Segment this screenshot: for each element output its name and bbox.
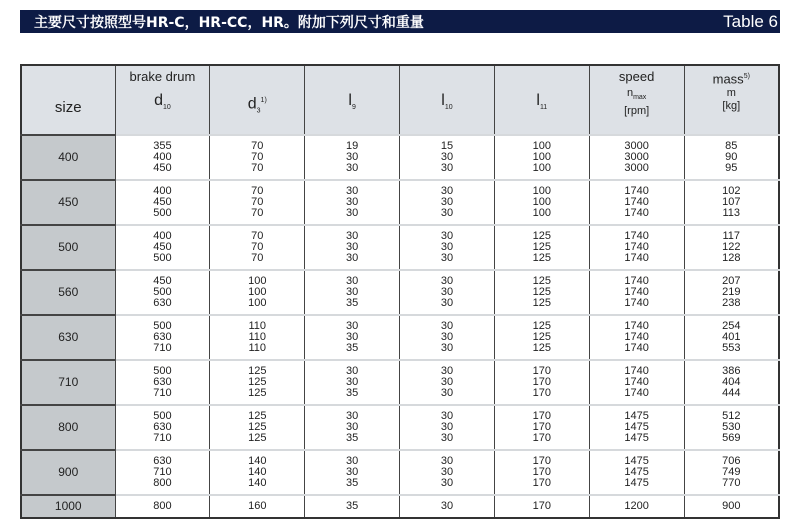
m-cell bbox=[684, 360, 779, 405]
m-value: 254 bbox=[722, 320, 741, 332]
l10-cell bbox=[400, 225, 495, 270]
d10-value: 800 bbox=[153, 477, 172, 489]
l11-cell bbox=[494, 405, 589, 450]
nmax-value: 3000 bbox=[624, 140, 649, 152]
header-speed-symbol: n bbox=[626, 87, 634, 99]
d3-value: 70 bbox=[251, 151, 264, 163]
d3-value: 100 bbox=[248, 286, 267, 298]
table-body bbox=[21, 135, 779, 518]
m-value: 85 bbox=[725, 140, 738, 152]
l11-value: 125 bbox=[532, 230, 551, 242]
l11-value: 100 bbox=[532, 196, 551, 208]
nmax-value: 1740 bbox=[624, 185, 649, 197]
d10-value: 500 bbox=[153, 410, 172, 422]
nmax-cell bbox=[589, 180, 684, 225]
l9-cell bbox=[305, 450, 400, 495]
d3-value: 100 bbox=[248, 275, 267, 287]
m-value: 900 bbox=[722, 500, 741, 512]
size-cell: 900 bbox=[21, 450, 115, 495]
m-value: 117 bbox=[722, 230, 741, 242]
l9-value: 35 bbox=[345, 297, 359, 309]
l11-cell bbox=[494, 135, 589, 180]
l9-value: 30 bbox=[345, 286, 359, 298]
header-l9-symbol: l bbox=[348, 92, 352, 109]
d10-value: 400 bbox=[153, 151, 172, 163]
l11-value: 170 bbox=[532, 421, 551, 433]
l10-value: 30 bbox=[440, 320, 454, 332]
table-row bbox=[21, 135, 779, 180]
m-value: 113 bbox=[722, 207, 741, 219]
l9-value: 30 bbox=[345, 275, 359, 287]
nmax-value: 1740 bbox=[624, 252, 649, 264]
nmax-value: 1740 bbox=[624, 207, 649, 219]
header-mass-caption: mass bbox=[712, 71, 744, 87]
l11-value: 125 bbox=[532, 342, 551, 354]
header-d3-symbol: d bbox=[247, 95, 257, 113]
header-d10 bbox=[115, 65, 210, 135]
l9-value: 30 bbox=[345, 421, 359, 433]
header-row bbox=[21, 65, 779, 135]
l9-cell bbox=[305, 225, 400, 270]
d10-cell bbox=[115, 180, 210, 225]
header-mass-unit: [kg] bbox=[722, 100, 741, 112]
nmax-value: 1740 bbox=[624, 320, 649, 332]
l11-value: 125 bbox=[532, 320, 551, 332]
l10-value: 30 bbox=[440, 387, 454, 399]
d10-value: 500 bbox=[153, 252, 172, 264]
nmax-value: 3000 bbox=[624, 162, 649, 174]
d10-cell bbox=[115, 135, 210, 180]
l9-cell bbox=[305, 180, 400, 225]
l9-value: 30 bbox=[345, 162, 359, 174]
l11-value: 170 bbox=[532, 466, 551, 478]
d3-value: 125 bbox=[248, 432, 267, 444]
l9-value: 30 bbox=[345, 241, 359, 253]
d10-value: 710 bbox=[153, 342, 172, 354]
l10-value: 30 bbox=[440, 342, 454, 354]
m-value: 122 bbox=[722, 241, 741, 253]
nmax-value: 1200 bbox=[624, 500, 649, 512]
d3-value: 110 bbox=[248, 331, 267, 343]
l9-cell bbox=[305, 360, 400, 405]
d10-value: 450 bbox=[153, 275, 172, 287]
d3-value: 70 bbox=[251, 185, 264, 197]
nmax-value: 1475 bbox=[624, 466, 649, 478]
m-value: 107 bbox=[722, 196, 741, 208]
l10-value: 30 bbox=[440, 297, 454, 309]
d3-value: 110 bbox=[248, 320, 267, 332]
m-value: 386 bbox=[722, 365, 741, 377]
d3-value: 125 bbox=[248, 365, 267, 377]
nmax-value: 1740 bbox=[624, 297, 649, 309]
l9-cell bbox=[305, 495, 400, 518]
l11-value: 170 bbox=[532, 387, 551, 399]
l9-value: 35 bbox=[345, 477, 359, 489]
header-l10 bbox=[400, 65, 495, 135]
l10-value: 30 bbox=[440, 185, 454, 197]
m-value: 530 bbox=[722, 421, 741, 433]
d3-value: 70 bbox=[251, 252, 264, 264]
l11-value: 125 bbox=[532, 252, 551, 264]
dimensions-table bbox=[20, 64, 780, 519]
l9-value: 35 bbox=[345, 500, 359, 512]
m-value: 553 bbox=[722, 342, 741, 354]
d3-value: 125 bbox=[248, 421, 267, 433]
header-size: size bbox=[21, 65, 115, 135]
d10-value: 450 bbox=[153, 241, 172, 253]
l9-value: 30 bbox=[345, 455, 359, 467]
l11-cell bbox=[494, 315, 589, 360]
l10-value: 30 bbox=[440, 365, 454, 377]
nmax-value: 1740 bbox=[624, 387, 649, 399]
m-value: 219 bbox=[722, 286, 741, 298]
m-value: 749 bbox=[722, 466, 741, 478]
l9-value: 30 bbox=[345, 207, 359, 219]
d3-value: 70 bbox=[251, 162, 264, 174]
size-cell: 1000 bbox=[21, 495, 115, 518]
size-cell: 710 bbox=[21, 360, 115, 405]
m-cell bbox=[684, 315, 779, 360]
table-row bbox=[21, 360, 779, 405]
l10-cell bbox=[400, 360, 495, 405]
d3-value: 125 bbox=[248, 410, 267, 422]
m-value: 401 bbox=[722, 331, 741, 343]
header-l10-symbol: l bbox=[441, 92, 445, 109]
size-cell: 800 bbox=[21, 405, 115, 450]
table-row bbox=[21, 450, 779, 495]
l10-cell bbox=[400, 180, 495, 225]
l11-cell bbox=[494, 225, 589, 270]
d10-cell bbox=[115, 405, 210, 450]
l9-cell bbox=[305, 135, 400, 180]
d10-value: 710 bbox=[153, 387, 172, 399]
l9-value: 30 bbox=[345, 331, 359, 343]
nmax-cell bbox=[589, 135, 684, 180]
header-speed bbox=[589, 65, 684, 135]
l11-value: 125 bbox=[532, 331, 551, 343]
header-mass-footnote: 5) bbox=[743, 73, 750, 80]
d10-cell bbox=[115, 270, 210, 315]
l9-value: 19 bbox=[345, 140, 359, 152]
d3-value: 140 bbox=[248, 466, 267, 478]
m-value: 128 bbox=[722, 252, 741, 264]
nmax-value: 3000 bbox=[624, 151, 649, 163]
d10-cell bbox=[115, 360, 210, 405]
l11-cell bbox=[494, 270, 589, 315]
l9-value: 35 bbox=[345, 342, 359, 354]
m-value: 207 bbox=[722, 275, 741, 287]
d10-value: 400 bbox=[153, 230, 172, 242]
l10-value: 15 bbox=[440, 140, 454, 152]
table-row bbox=[21, 495, 779, 518]
l9-value: 30 bbox=[345, 410, 359, 422]
header-speed-sub: max bbox=[633, 94, 647, 102]
m-value: 404 bbox=[722, 376, 741, 388]
l9-value: 30 bbox=[345, 376, 359, 388]
header-l9-sub: 9 bbox=[351, 104, 356, 112]
size-cell: 560 bbox=[21, 270, 115, 315]
d10-value: 400 bbox=[153, 185, 172, 197]
l11-value: 100 bbox=[532, 185, 551, 197]
d3-cell bbox=[210, 495, 305, 518]
m-cell bbox=[684, 495, 779, 518]
d10-value: 630 bbox=[153, 331, 172, 343]
d3-cell bbox=[210, 270, 305, 315]
l10-cell bbox=[400, 270, 495, 315]
l11-value: 100 bbox=[532, 151, 551, 163]
l11-value: 170 bbox=[532, 432, 551, 444]
nmax-value: 1740 bbox=[624, 241, 649, 253]
l11-cell bbox=[494, 180, 589, 225]
nmax-value: 1740 bbox=[624, 342, 649, 354]
nmax-value: 1740 bbox=[624, 365, 649, 377]
nmax-cell bbox=[589, 315, 684, 360]
l10-value: 30 bbox=[440, 230, 454, 242]
l11-value: 100 bbox=[532, 207, 551, 219]
l11-cell bbox=[494, 495, 589, 518]
l9-value: 30 bbox=[345, 230, 359, 242]
l10-value: 30 bbox=[440, 252, 454, 264]
l9-cell bbox=[305, 270, 400, 315]
m-cell bbox=[684, 225, 779, 270]
l9-value: 30 bbox=[345, 196, 359, 208]
m-cell bbox=[684, 180, 779, 225]
d10-cell bbox=[115, 495, 210, 518]
header-d10-sub: 10 bbox=[162, 104, 171, 112]
size-cell: 400 bbox=[21, 135, 115, 180]
m-value: 444 bbox=[722, 387, 741, 399]
l11-value: 170 bbox=[532, 500, 551, 512]
nmax-cell bbox=[589, 270, 684, 315]
d3-value: 70 bbox=[251, 207, 264, 219]
l10-value: 30 bbox=[440, 500, 454, 512]
l10-value: 30 bbox=[440, 455, 454, 467]
l9-value: 30 bbox=[345, 252, 359, 264]
d3-value: 140 bbox=[248, 455, 267, 467]
l9-value: 35 bbox=[345, 432, 359, 444]
header-l10-sub: 10 bbox=[444, 104, 453, 112]
header-d3-footnote: 1) bbox=[260, 97, 267, 104]
d3-value: 125 bbox=[248, 376, 267, 388]
l9-value: 30 bbox=[345, 466, 359, 478]
l11-value: 170 bbox=[532, 410, 551, 422]
d10-value: 630 bbox=[153, 421, 172, 433]
m-cell bbox=[684, 270, 779, 315]
nmax-value: 1740 bbox=[624, 275, 649, 287]
nmax-value: 1740 bbox=[624, 331, 649, 343]
d3-cell bbox=[210, 450, 305, 495]
l10-cell bbox=[400, 405, 495, 450]
l10-value: 30 bbox=[440, 151, 454, 163]
table-title: 主要尺寸按照型号HR-C，HR-CC，HR。附加下列尺寸和重量 bbox=[34, 14, 424, 31]
l10-value: 30 bbox=[440, 275, 454, 287]
table-title-banner bbox=[20, 10, 780, 33]
nmax-value: 1740 bbox=[624, 286, 649, 298]
d3-value: 70 bbox=[251, 241, 264, 253]
d3-cell bbox=[210, 135, 305, 180]
size-cell: 500 bbox=[21, 225, 115, 270]
m-value: 95 bbox=[725, 162, 738, 174]
table-row bbox=[21, 225, 779, 270]
d3-cell bbox=[210, 180, 305, 225]
d10-cell bbox=[115, 450, 210, 495]
m-value: 90 bbox=[725, 151, 738, 163]
d10-value: 800 bbox=[153, 500, 172, 512]
l9-value: 30 bbox=[345, 365, 359, 377]
nmax-value: 1740 bbox=[624, 376, 649, 388]
m-value: 238 bbox=[722, 297, 741, 309]
l11-value: 125 bbox=[532, 286, 551, 298]
l10-value: 30 bbox=[440, 432, 454, 444]
l9-value: 35 bbox=[345, 387, 359, 399]
table-row bbox=[21, 270, 779, 315]
d3-cell bbox=[210, 315, 305, 360]
l11-value: 100 bbox=[532, 162, 551, 174]
nmax-value: 1475 bbox=[624, 421, 649, 433]
d10-value: 500 bbox=[153, 286, 172, 298]
l9-cell bbox=[305, 315, 400, 360]
nmax-value: 1475 bbox=[624, 455, 649, 467]
header-d10-caption: brake drum bbox=[129, 69, 196, 84]
nmax-cell bbox=[589, 495, 684, 518]
d10-value: 500 bbox=[153, 207, 172, 219]
d3-value: 70 bbox=[251, 140, 264, 152]
d10-value: 630 bbox=[153, 455, 172, 467]
nmax-cell bbox=[589, 405, 684, 450]
header-d3 bbox=[210, 65, 305, 135]
l10-value: 30 bbox=[440, 162, 454, 174]
l10-value: 30 bbox=[440, 331, 454, 343]
m-value: 770 bbox=[722, 477, 741, 489]
d3-value: 100 bbox=[248, 297, 267, 309]
header-speed-unit: [rpm] bbox=[624, 105, 650, 118]
m-cell bbox=[684, 135, 779, 180]
l10-cell bbox=[400, 315, 495, 360]
l9-value: 30 bbox=[345, 320, 359, 332]
table-number: Table 6 bbox=[723, 11, 778, 31]
nmax-value: 1475 bbox=[624, 432, 649, 444]
l11-value: 170 bbox=[532, 376, 551, 388]
d3-cell bbox=[210, 405, 305, 450]
header-l11-sub: 11 bbox=[539, 104, 548, 112]
d10-value: 710 bbox=[153, 432, 172, 444]
d10-value: 630 bbox=[153, 297, 172, 309]
nmax-cell bbox=[589, 360, 684, 405]
header-mass bbox=[684, 65, 779, 135]
d3-value: 70 bbox=[251, 196, 264, 208]
d3-value: 110 bbox=[248, 342, 267, 354]
l10-value: 30 bbox=[440, 196, 454, 208]
d10-value: 450 bbox=[153, 196, 172, 208]
l10-value: 30 bbox=[440, 466, 454, 478]
l10-value: 30 bbox=[440, 286, 454, 298]
header-l11 bbox=[494, 65, 589, 135]
l9-value: 30 bbox=[345, 185, 359, 197]
nmax-value: 1740 bbox=[624, 230, 649, 242]
d3-value: 140 bbox=[248, 477, 267, 489]
l11-value: 125 bbox=[532, 297, 551, 309]
header-mass-symbol: m bbox=[726, 87, 736, 99]
header-d10-symbol: d bbox=[154, 92, 163, 109]
d10-value: 500 bbox=[153, 320, 172, 332]
nmax-cell bbox=[589, 225, 684, 270]
header-d3-sub: 3 bbox=[256, 107, 261, 115]
l10-value: 30 bbox=[440, 410, 454, 422]
l11-value: 170 bbox=[532, 455, 551, 467]
l10-value: 30 bbox=[440, 376, 454, 388]
d3-value: 70 bbox=[251, 230, 264, 242]
l11-cell bbox=[494, 360, 589, 405]
l11-value: 125 bbox=[532, 275, 551, 287]
d10-value: 450 bbox=[153, 162, 172, 174]
m-cell bbox=[684, 450, 779, 495]
size-cell: 630 bbox=[21, 315, 115, 360]
l10-value: 30 bbox=[440, 241, 454, 253]
d10-value: 355 bbox=[153, 140, 172, 152]
d10-value: 710 bbox=[153, 466, 172, 478]
d10-value: 630 bbox=[153, 376, 172, 388]
header-speed-caption: speed bbox=[618, 69, 655, 84]
d3-value: 125 bbox=[248, 387, 267, 399]
size-cell: 450 bbox=[21, 180, 115, 225]
l11-cell bbox=[494, 450, 589, 495]
l10-value: 30 bbox=[440, 477, 454, 489]
l10-cell bbox=[400, 495, 495, 518]
l11-value: 125 bbox=[532, 241, 551, 253]
table-row bbox=[21, 180, 779, 225]
l10-value: 30 bbox=[440, 421, 454, 433]
m-value: 102 bbox=[722, 185, 741, 197]
d10-cell bbox=[115, 315, 210, 360]
l10-value: 30 bbox=[440, 207, 454, 219]
nmax-cell bbox=[589, 450, 684, 495]
l11-value: 100 bbox=[532, 140, 551, 152]
l10-cell bbox=[400, 135, 495, 180]
header-l9 bbox=[305, 65, 400, 135]
l9-cell bbox=[305, 405, 400, 450]
d3-cell bbox=[210, 360, 305, 405]
table-row bbox=[21, 405, 779, 450]
nmax-value: 1475 bbox=[624, 410, 649, 422]
nmax-value: 1740 bbox=[624, 196, 649, 208]
header-l11-symbol: l bbox=[536, 92, 540, 109]
d3-value: 160 bbox=[248, 500, 267, 512]
m-value: 512 bbox=[722, 410, 741, 422]
d10-value: 500 bbox=[153, 365, 172, 377]
nmax-value: 1475 bbox=[624, 477, 649, 489]
m-value: 569 bbox=[722, 432, 741, 444]
m-value: 706 bbox=[722, 455, 741, 467]
table-row bbox=[21, 315, 779, 360]
l10-cell bbox=[400, 450, 495, 495]
d10-cell bbox=[115, 225, 210, 270]
l11-value: 170 bbox=[532, 477, 551, 489]
m-cell bbox=[684, 405, 779, 450]
d3-cell bbox=[210, 225, 305, 270]
l9-value: 30 bbox=[345, 151, 359, 163]
l11-value: 170 bbox=[532, 365, 551, 377]
